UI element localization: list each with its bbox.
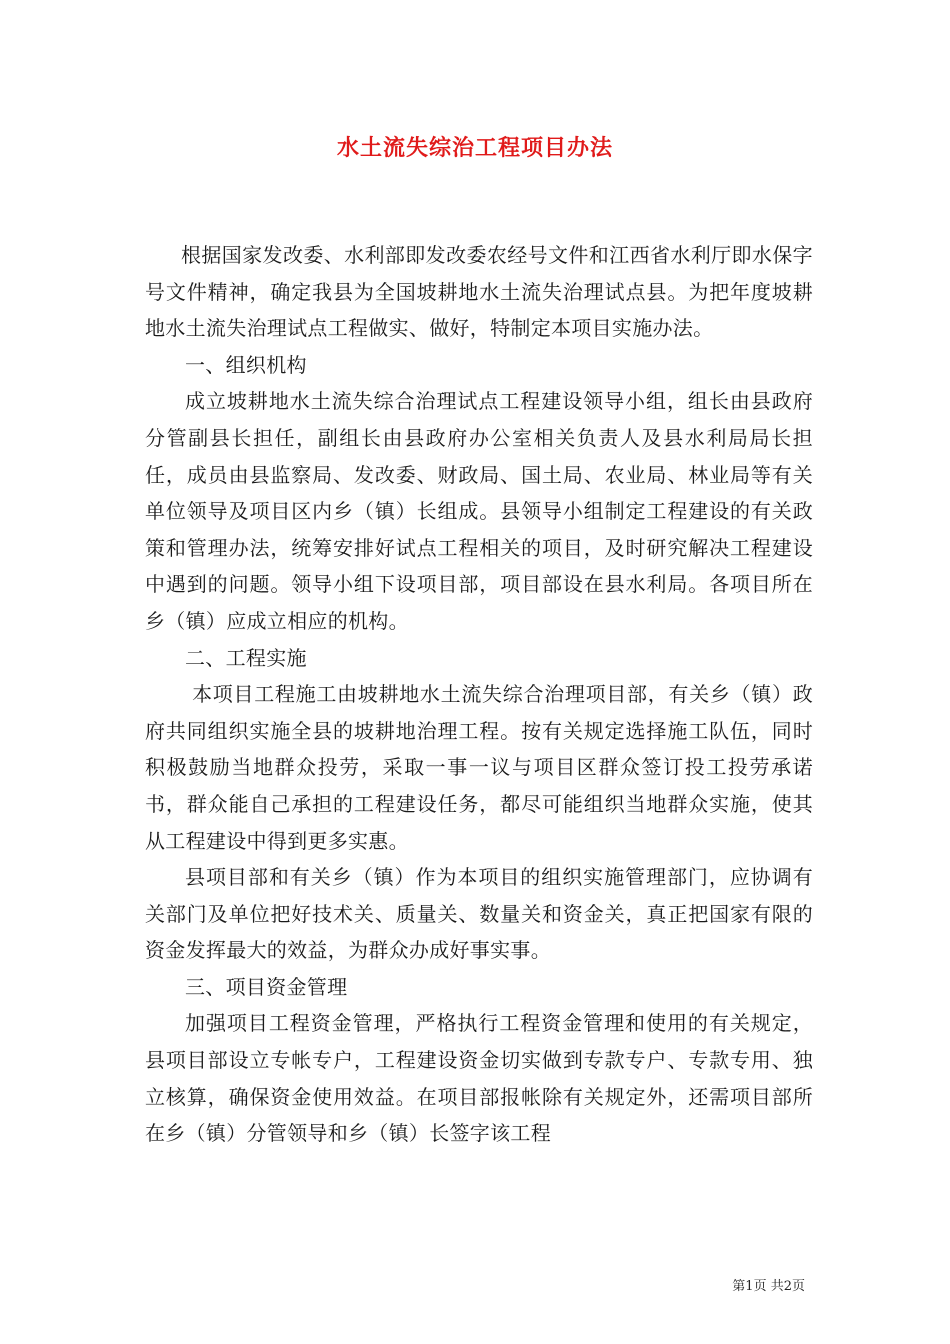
section-heading-funds: 三、项目资金管理 bbox=[185, 974, 348, 999]
current-page-number: 1 bbox=[745, 1279, 754, 1294]
intro-paragraph: 根据国家发改委、水利部即发改委农经号文件和江西省水利厅即水保字号文件精神，确定我县为全国坡耕地水土流失治理试点县。为把年度坡耕地水土流失治理试点工程做实、做好，特制定本项目实施办法。 bbox=[145, 243, 813, 341]
implementation-paragraph: 本项目工程施工由坡耕地水土流失综合治理项目部，有关乡（镇）政府共同组织实施全县的坡耕地治理工程。按有关规定选择施工队伍，同时积极鼓励当地群众投劳，采取一事一议与项目区群众签订投工投劳承诺书，群众能自己承担的工程建设任务，都尽可能组织当地群众实施，使其从工程建设中得到更多实惠。 bbox=[145, 682, 813, 853]
total-pages-number: 2 bbox=[783, 1279, 792, 1294]
organization-paragraph: 成立坡耕地水土流失综合治理试点工程建设领导小组，组长由县政府分管副县长担任，副组长由县政府办公室相关负责人及县水利局局长担任，成员由县监察局、发改委、财政局、国土局、农业局、林业局等有关单位领导及项目区内乡（镇）长组成。县领导小组制定工程建设的有关政策和管理办法，统筹安排好试点工程相关的项目，及时研究解决工程建设中遇到的问题。领导小组下设项目部，项目部设在县水利局。各项目所在乡（镇）应成立相应的机构。 bbox=[145, 389, 813, 633]
section-heading-organization: 一、组织机构 bbox=[185, 352, 307, 377]
footer-suffix: 页 bbox=[791, 1279, 805, 1294]
footer-prefix: 第 bbox=[732, 1279, 746, 1294]
funds-paragraph: 加强项目工程资金管理，严格执行工程资金管理和使用的有关规定，县项目部设立专帐专户，工程建设资金切实做到专款专户、专款专用、独立核算，确保资金使用效益。在项目部报帐除有关规定外，还需项目部所在乡（镇）分管领导和乡（镇）长签字该工程 bbox=[145, 1011, 813, 1146]
footer-middle: 页 共 bbox=[753, 1279, 784, 1294]
section-heading-implementation: 二、工程实施 bbox=[185, 645, 307, 670]
page-footer bbox=[732, 1275, 805, 1294]
document-body bbox=[145, 237, 813, 1152]
coordination-paragraph: 县项目部和有关乡（镇）作为本项目的组织实施管理部门，应协调有关部门及单位把好技术关、质量关、数量关和资金关，真正把国家有限的资金发挥最大的效益，为群众办成好事实事。 bbox=[145, 865, 813, 963]
document-title: 水土流失综治工程项目办法 bbox=[336, 135, 613, 161]
